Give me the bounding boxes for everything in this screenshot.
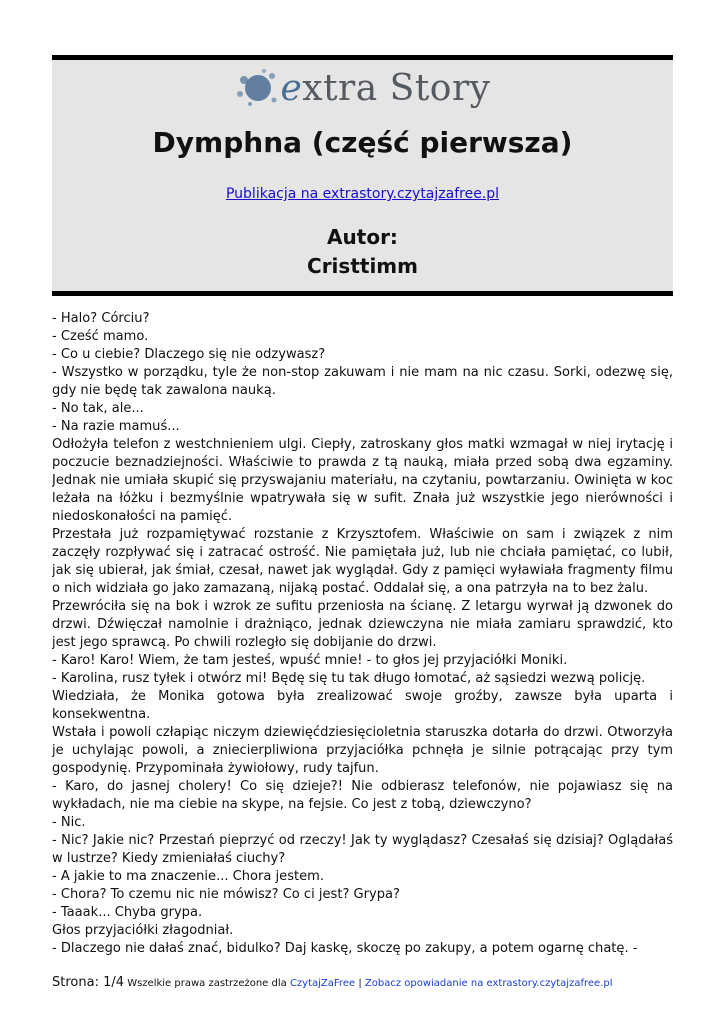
document-header	[52, 55, 673, 296]
page-footer	[52, 975, 692, 990]
publication-link[interactable]: Publikacja na extrastory.czytajzafree.pl	[225, 186, 500, 202]
story-paragraph: Odłożyła telefon z westchnieniem ulgi. Ciepły, zatroskany głos matki wzmagał w niej irytację i poczucie beznadziejności. Właściwie to prawda z tą nauką, miała przed sobą dwa egzaminy. Jednak nie umiała skupić się przyswajaniu materiału, na czytaniu, powtarzaniu. Owinięta w koc leżała na łóżku i bezmyślnie wpatrywała się w sufit. Znała już wszystkie jego nierówności i niedoskonałości na pamięć.	[52, 437, 673, 524]
story-paragraph: - Nic? Jakie nic? Przestań pieprzyć od rzeczy! Jak ty wyglądasz? Czesałaś się dzisiaj? Oglądałaś w lustrze? Kiedy zmieniałaś ciuchy?	[52, 833, 673, 866]
czytajzafree-link[interactable]: CzytajZaFree	[289, 978, 356, 989]
logo-text	[280, 68, 490, 109]
splash-icon	[234, 68, 278, 108]
story-paragraph: Przewróciła się na bok i wzrok ze sufitu przeniosła na ścianę. Z letargu wyrwał ją dzwonek do drzwi. Dźwięczał namolnie i drażniąco, jednak dziewczyna nie miała zamiaru sprawdzić, kto jest jego sprawcą. Po chwili rozległo się dobijanie do drzwi.	[52, 599, 673, 650]
story-paragraph: - Nic.	[52, 815, 86, 830]
story-paragraph: - Wszystko w porządku, tyle że non-stop zakuwam i nie mam na nic czasu. Sorki, odezwę się, gdy nie będę tak zawalona nauką.	[52, 365, 673, 398]
footer-separator: |	[358, 978, 362, 989]
story-paragraph: - Na razie mamuś...	[52, 419, 180, 434]
rights-text: Wszelkie prawa zastrzeżone dla	[127, 978, 287, 989]
story-paragraph: - A jakie to ma znaczenie... Chora jestem.	[52, 869, 324, 884]
story-body	[52, 310, 673, 963]
story-paragraph: - No tak, ale...	[52, 401, 144, 416]
page-number: Strona: 1/4	[52, 975, 125, 990]
logo-text-rest: xtra Story	[302, 67, 491, 109]
extra-story-logo	[52, 64, 673, 112]
story-paragraph: Głos przyjaciółki złagodniał.	[52, 923, 234, 938]
story-link[interactable]: Zobacz opowiadanie na extrastory.czytajzafree.pl	[364, 978, 613, 989]
story-paragraph: - Halo? Córciu?	[52, 311, 150, 326]
story-title: Dymphna (część pierwsza)	[152, 126, 573, 159]
story-paragraph: - Cześć mamo.	[52, 329, 149, 344]
story-paragraph: Wiedziała, że Monika gotowa była zrealizować swoje groźby, zawsze była uparta i konsekwentna.	[52, 689, 673, 722]
author-label: Autor:	[327, 225, 398, 249]
story-paragraph: - Chora? To czemu nic nie mówisz? Co ci jest? Grypa?	[52, 887, 400, 902]
story-paragraph: - Karolina, rusz tyłek i otwórz mi! Będę się tu tak długo łomotać, aż sąsiedzi wezwą policję.	[52, 671, 646, 686]
story-paragraph: - Karo, do jasnej cholery! Co się dzieje?! Nie odbierasz telefonów, nie pojawiasz się na wykładach, nie ma ciebie na skype, na fejsie. Co jest z tobą, dziewczyno?	[52, 779, 673, 812]
author-name: Cristtimm	[307, 254, 418, 278]
story-paragraph: - Karo! Karo! Wiem, że tam jesteś, wpuść mnie! - to głos jej przyjaciółki Moniki.	[52, 653, 568, 668]
logo-letter-e: e	[280, 67, 303, 109]
story-paragraph: - Dlaczego nie dałaś znać, bidulko? Daj kaskę, skoczę po zakupy, a potem ogarnę chatę. -	[52, 941, 638, 956]
story-paragraph: - Taaak... Chyba grypa.	[52, 905, 203, 920]
story-paragraph: Wstała i powoli człapiąc niczym dziewięćdziesięcioletnia staruszka dotarła do drzwi. Otworzyła je uchylając powoli, a zniecierpliwiona przyjaciółka pchnęła je silnie potrącając przy tym gospodynię. Przypominała żywiołowy, rudy tajfun.	[52, 725, 673, 776]
story-paragraph: - Co u ciebie? Dlaczego się nie odzywasz?	[52, 347, 326, 362]
story-paragraph: Przestała już rozpamiętywać rozstanie z Krzysztofem. Właściwie on sam i związek z nim zaczęły rozpływać się i zatracać ostrość. Nie pamiętała już, lub nie chciała pamiętać, co lubił, jak się ubierał, jak śmiał, czesał, nawet jak wyglądał. Gdy z pamięci wyławiała fragmenty filmu o nich widziała go jako zamazaną, nijaką postać. Oddalał się, a ona patrzyła na to bez żalu.	[52, 527, 673, 596]
